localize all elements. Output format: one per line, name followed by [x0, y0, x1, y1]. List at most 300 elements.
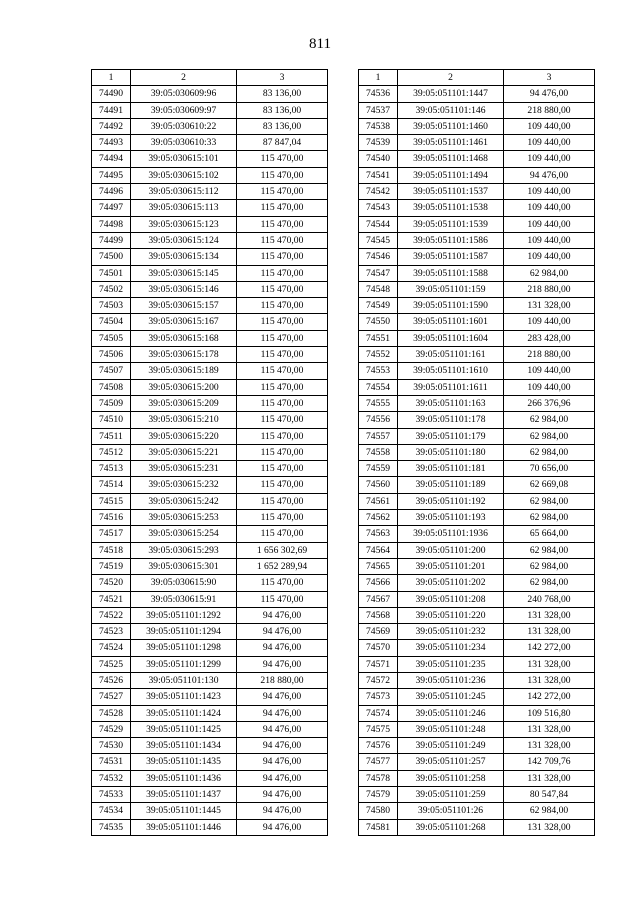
row-number-cell: 74512: [92, 444, 131, 460]
value-cell: 109 440,00: [504, 118, 595, 134]
table-row: [92, 395, 328, 411]
row-number-cell: 74562: [359, 510, 398, 526]
value-cell: 266 376,96: [504, 395, 595, 411]
row-number-cell: 74538: [359, 118, 398, 134]
table-row: [359, 151, 595, 167]
value-cell: 115 470,00: [237, 493, 328, 509]
table-row: [92, 118, 328, 134]
row-number-cell: 74510: [92, 412, 131, 428]
table-row: [359, 216, 595, 232]
cadastral-number-cell: 39:05:051101:181: [398, 461, 504, 477]
value-cell: 109 440,00: [504, 249, 595, 265]
row-number-cell: 74518: [92, 542, 131, 558]
table-row: [92, 510, 328, 526]
value-cell: 62 984,00: [504, 803, 595, 819]
row-number-cell: 74519: [92, 558, 131, 574]
header-row: [92, 70, 328, 86]
value-cell: 131 328,00: [504, 624, 595, 640]
table-row: [359, 281, 595, 297]
row-number-cell: 74511: [92, 428, 131, 444]
cadastral-number-cell: 39:05:051101:234: [398, 640, 504, 656]
value-cell: 80 547,84: [504, 787, 595, 803]
cadastral-number-cell: 39:05:051101:1292: [131, 607, 237, 623]
value-cell: 131 328,00: [504, 607, 595, 623]
table-row: [359, 510, 595, 526]
row-number-cell: 74533: [92, 787, 131, 803]
value-cell: 83 136,00: [237, 102, 328, 118]
row-number-cell: 74522: [92, 607, 131, 623]
table-row: [359, 477, 595, 493]
value-cell: 131 328,00: [504, 298, 595, 314]
cadastral-number-cell: 39:05:030615:112: [131, 184, 237, 200]
cadastral-number-cell: 39:05:051101:258: [398, 770, 504, 786]
value-cell: 109 440,00: [504, 184, 595, 200]
table-row: [92, 477, 328, 493]
value-cell: 94 476,00: [237, 640, 328, 656]
cadastral-number-cell: 39:05:030615:231: [131, 461, 237, 477]
row-number-cell: 74523: [92, 624, 131, 640]
value-cell: 131 328,00: [504, 721, 595, 737]
table-row: [92, 656, 328, 672]
cadastral-number-cell: 39:05:030610:22: [131, 118, 237, 134]
cadastral-number-cell: 39:05:051101:1936: [398, 526, 504, 542]
table-row: [92, 754, 328, 770]
value-cell: 94 476,00: [237, 803, 328, 819]
row-number-cell: 74546: [359, 249, 398, 265]
table-row: [359, 428, 595, 444]
table-row: [92, 558, 328, 574]
row-number-cell: 74577: [359, 754, 398, 770]
cadastral-number-cell: 39:05:051101:1425: [131, 721, 237, 737]
cadastral-number-cell: 39:05:030615:221: [131, 444, 237, 460]
value-cell: 87 847,04: [237, 135, 328, 151]
row-number-cell: 74532: [92, 770, 131, 786]
table-row: [359, 493, 595, 509]
row-number-cell: 74557: [359, 428, 398, 444]
row-number-cell: 74531: [92, 754, 131, 770]
row-number-cell: 74572: [359, 672, 398, 688]
table-row: [359, 86, 595, 102]
table-row: [359, 770, 595, 786]
table-row: [92, 216, 328, 232]
cadastral-number-cell: 39:05:030609:97: [131, 102, 237, 118]
table-row: [92, 298, 328, 314]
row-number-cell: 74545: [359, 232, 398, 248]
table-row: [359, 624, 595, 640]
row-number-cell: 74495: [92, 167, 131, 183]
value-cell: 94 476,00: [237, 624, 328, 640]
cadastral-number-cell: 39:05:051101:1604: [398, 330, 504, 346]
row-number-cell: 74492: [92, 118, 131, 134]
cadastral-number-cell: 39:05:051101:192: [398, 493, 504, 509]
table-row: [92, 689, 328, 705]
value-cell: 94 476,00: [237, 819, 328, 835]
row-number-cell: 74529: [92, 721, 131, 737]
cadastral-number-cell: 39:05:051101:245: [398, 689, 504, 705]
table-row: [359, 184, 595, 200]
cadastral-number-cell: 39:05:030615:101: [131, 151, 237, 167]
value-cell: 115 470,00: [237, 510, 328, 526]
cadastral-number-cell: 39:05:051101:1434: [131, 738, 237, 754]
value-cell: 109 440,00: [504, 151, 595, 167]
row-number-cell: 74554: [359, 379, 398, 395]
table-row: [92, 624, 328, 640]
value-cell: 1 656 302,69: [237, 542, 328, 558]
value-cell: 109 440,00: [504, 363, 595, 379]
table-row: [359, 819, 595, 835]
row-number-cell: 74558: [359, 444, 398, 460]
table-row: [92, 249, 328, 265]
table-row: [359, 542, 595, 558]
row-number-cell: 74549: [359, 298, 398, 314]
cadastral-number-cell: 39:05:051101:1460: [398, 118, 504, 134]
cadastral-number-cell: 39:05:030615:301: [131, 558, 237, 574]
table-row: [92, 330, 328, 346]
row-number-cell: 74508: [92, 379, 131, 395]
table-row: [92, 770, 328, 786]
cadastral-number-cell: 39:05:051101:1468: [398, 151, 504, 167]
value-cell: 131 328,00: [504, 738, 595, 754]
table-row: [92, 265, 328, 281]
table-row: [359, 607, 595, 623]
value-cell: 62 984,00: [504, 265, 595, 281]
row-number-cell: 74530: [92, 738, 131, 754]
cadastral-number-cell: 39:05:030615:124: [131, 232, 237, 248]
table-row: [92, 314, 328, 330]
value-cell: 1 652 289,94: [237, 558, 328, 574]
table-row: [359, 754, 595, 770]
value-cell: 70 656,00: [504, 461, 595, 477]
value-cell: 62 984,00: [504, 493, 595, 509]
value-cell: 94 476,00: [237, 721, 328, 737]
cadastral-number-cell: 39:05:051101:1461: [398, 135, 504, 151]
cadastral-number-cell: 39:05:051101:1299: [131, 656, 237, 672]
row-number-cell: 74574: [359, 705, 398, 721]
row-number-cell: 74556: [359, 412, 398, 428]
value-cell: 115 470,00: [237, 151, 328, 167]
row-number-cell: 74534: [92, 803, 131, 819]
table-row: [92, 672, 328, 688]
cadastral-number-cell: 39:05:030615:253: [131, 510, 237, 526]
table-row: [359, 200, 595, 216]
cadastral-number-cell: 39:05:051101:1437: [131, 787, 237, 803]
row-number-cell: 74581: [359, 819, 398, 835]
table-row: [92, 135, 328, 151]
row-number-cell: 74570: [359, 640, 398, 656]
cadastral-number-cell: 39:05:051101:202: [398, 575, 504, 591]
row-number-cell: 74496: [92, 184, 131, 200]
value-cell: 115 470,00: [237, 314, 328, 330]
cadastral-number-cell: 39:05:051101:235: [398, 656, 504, 672]
cadastral-number-cell: 39:05:051101:1586: [398, 232, 504, 248]
row-number-cell: 74498: [92, 216, 131, 232]
value-cell: 62 669,08: [504, 477, 595, 493]
cadastral-number-cell: 39:05:030615:90: [131, 575, 237, 591]
cadastral-number-cell: 39:05:051101:259: [398, 787, 504, 803]
cadastral-number-cell: 39:05:030615:200: [131, 379, 237, 395]
value-cell: 94 476,00: [237, 689, 328, 705]
cadastral-number-cell: 39:05:051101:163: [398, 395, 504, 411]
value-cell: 115 470,00: [237, 232, 328, 248]
value-cell: 94 476,00: [504, 167, 595, 183]
row-number-cell: 74560: [359, 477, 398, 493]
table-row: [92, 493, 328, 509]
table-row: [92, 803, 328, 819]
row-number-cell: 74493: [92, 135, 131, 151]
cadastral-number-cell: 39:05:051101:189: [398, 477, 504, 493]
value-cell: 115 470,00: [237, 363, 328, 379]
value-cell: 115 470,00: [237, 249, 328, 265]
table-row: [92, 102, 328, 118]
cadastral-number-cell: 39:05:051101:220: [398, 607, 504, 623]
value-cell: 94 476,00: [237, 787, 328, 803]
row-number-cell: 74514: [92, 477, 131, 493]
cadastral-number-cell: 39:05:051101:257: [398, 754, 504, 770]
left-table-body: [92, 86, 328, 836]
row-number-cell: 74515: [92, 493, 131, 509]
table-row: [92, 640, 328, 656]
table-row: [92, 526, 328, 542]
cadastral-number-cell: 39:05:030615:168: [131, 330, 237, 346]
cadastral-number-cell: 39:05:051101:1588: [398, 265, 504, 281]
row-number-cell: 74573: [359, 689, 398, 705]
cadastral-number-cell: 39:05:051101:179: [398, 428, 504, 444]
cadastral-number-cell: 39:05:030615:232: [131, 477, 237, 493]
cadastral-number-cell: 39:05:051101:1587: [398, 249, 504, 265]
value-cell: 218 880,00: [504, 281, 595, 297]
cadastral-number-cell: 39:05:051101:249: [398, 738, 504, 754]
row-number-cell: 74568: [359, 607, 398, 623]
value-cell: 115 470,00: [237, 395, 328, 411]
value-cell: 62 984,00: [504, 575, 595, 591]
row-number-cell: 74550: [359, 314, 398, 330]
table-row: [92, 347, 328, 363]
cadastral-number-cell: 39:05:051101:200: [398, 542, 504, 558]
cadastral-number-cell: 39:05:051101:1447: [398, 86, 504, 102]
table-row: [92, 444, 328, 460]
column-header-2: 2: [131, 70, 237, 86]
table-row: [92, 363, 328, 379]
row-number-cell: 74497: [92, 200, 131, 216]
value-cell: 115 470,00: [237, 461, 328, 477]
cadastral-number-cell: 39:05:051101:1494: [398, 167, 504, 183]
row-number-cell: 74517: [92, 526, 131, 542]
table-row: [92, 787, 328, 803]
table-row: [92, 591, 328, 607]
value-cell: 218 880,00: [504, 102, 595, 118]
value-cell: 109 440,00: [504, 314, 595, 330]
value-cell: 115 470,00: [237, 477, 328, 493]
table-row: [92, 379, 328, 395]
table-row: [92, 461, 328, 477]
row-number-cell: 74567: [359, 591, 398, 607]
value-cell: 142 709,76: [504, 754, 595, 770]
row-number-cell: 74578: [359, 770, 398, 786]
row-number-cell: 74520: [92, 575, 131, 591]
table-row: [359, 461, 595, 477]
table-row: [359, 689, 595, 705]
table-row: [359, 347, 595, 363]
row-number-cell: 74524: [92, 640, 131, 656]
table-row: [359, 314, 595, 330]
right-table-body: [359, 86, 595, 836]
cadastral-number-cell: 39:05:030615:102: [131, 167, 237, 183]
row-number-cell: 74506: [92, 347, 131, 363]
left-table: [91, 69, 328, 836]
cadastral-number-cell: 39:05:030615:145: [131, 265, 237, 281]
table-row: [359, 656, 595, 672]
row-number-cell: 74509: [92, 395, 131, 411]
table-row: [359, 412, 595, 428]
table-row: [359, 705, 595, 721]
table-row: [92, 575, 328, 591]
row-number-cell: 74547: [359, 265, 398, 281]
value-cell: 115 470,00: [237, 265, 328, 281]
table-row: [92, 542, 328, 558]
table-row: [92, 86, 328, 102]
row-number-cell: 74565: [359, 558, 398, 574]
value-cell: 115 470,00: [237, 330, 328, 346]
table-row: [92, 184, 328, 200]
row-number-cell: 74569: [359, 624, 398, 640]
table-row: [359, 395, 595, 411]
cadastral-number-cell: 39:05:051101:246: [398, 705, 504, 721]
row-number-cell: 74536: [359, 86, 398, 102]
row-number-cell: 74544: [359, 216, 398, 232]
row-number-cell: 74505: [92, 330, 131, 346]
row-number-cell: 74525: [92, 656, 131, 672]
row-number-cell: 74576: [359, 738, 398, 754]
cadastral-number-cell: 39:05:051101:232: [398, 624, 504, 640]
cadastral-number-cell: 39:05:051101:208: [398, 591, 504, 607]
cadastral-number-cell: 39:05:051101:1539: [398, 216, 504, 232]
cadastral-number-cell: 39:05:051101:161: [398, 347, 504, 363]
cadastral-number-cell: 39:05:051101:1436: [131, 770, 237, 786]
value-cell: 83 136,00: [237, 86, 328, 102]
value-cell: 218 880,00: [504, 347, 595, 363]
row-number-cell: 74553: [359, 363, 398, 379]
table-row: [359, 167, 595, 183]
column-header-3: 3: [504, 70, 595, 86]
header-row: [359, 70, 595, 86]
row-number-cell: 74552: [359, 347, 398, 363]
value-cell: 94 476,00: [237, 754, 328, 770]
row-number-cell: 74501: [92, 265, 131, 281]
cadastral-number-cell: 39:05:051101:1537: [398, 184, 504, 200]
cadastral-number-cell: 39:05:051101:1538: [398, 200, 504, 216]
row-number-cell: 74548: [359, 281, 398, 297]
table-row: [359, 558, 595, 574]
row-number-cell: 74535: [92, 819, 131, 835]
value-cell: 131 328,00: [504, 672, 595, 688]
table-row: [359, 249, 595, 265]
row-number-cell: 74499: [92, 232, 131, 248]
table-row: [92, 167, 328, 183]
value-cell: 115 470,00: [237, 184, 328, 200]
value-cell: 115 470,00: [237, 428, 328, 444]
table-row: [359, 330, 595, 346]
page-number: 811: [309, 36, 331, 52]
value-cell: 115 470,00: [237, 167, 328, 183]
value-cell: 115 470,00: [237, 298, 328, 314]
table-row: [359, 640, 595, 656]
cadastral-number-cell: 39:05:030610:33: [131, 135, 237, 151]
cadastral-number-cell: 39:05:051101:1423: [131, 689, 237, 705]
cadastral-number-cell: 39:05:051101:180: [398, 444, 504, 460]
value-cell: 131 328,00: [504, 770, 595, 786]
row-number-cell: 74502: [92, 281, 131, 297]
row-number-cell: 74559: [359, 461, 398, 477]
cadastral-number-cell: 39:05:051101:26: [398, 803, 504, 819]
value-cell: 115 470,00: [237, 591, 328, 607]
row-number-cell: 74526: [92, 672, 131, 688]
table-row: [359, 444, 595, 460]
cadastral-number-cell: 39:05:030615:91: [131, 591, 237, 607]
table-row: [359, 265, 595, 281]
value-cell: 94 476,00: [237, 656, 328, 672]
table-row: [359, 787, 595, 803]
cadastral-number-cell: 39:05:051101:1445: [131, 803, 237, 819]
cadastral-number-cell: 39:05:051101:159: [398, 281, 504, 297]
cadastral-number-cell: 39:05:030615:189: [131, 363, 237, 379]
value-cell: 83 136,00: [237, 118, 328, 134]
cadastral-number-cell: 39:05:051101:268: [398, 819, 504, 835]
value-cell: 109 440,00: [504, 200, 595, 216]
value-cell: 115 470,00: [237, 575, 328, 591]
value-cell: 115 470,00: [237, 412, 328, 428]
value-cell: 142 272,00: [504, 640, 595, 656]
row-number-cell: 74491: [92, 102, 131, 118]
value-cell: 283 428,00: [504, 330, 595, 346]
table-row: [92, 200, 328, 216]
value-cell: 115 470,00: [237, 216, 328, 232]
value-cell: 109 516,80: [504, 705, 595, 721]
row-number-cell: 74513: [92, 461, 131, 477]
cadastral-number-cell: 39:05:030615:242: [131, 493, 237, 509]
cadastral-number-cell: 39:05:051101:1298: [131, 640, 237, 656]
value-cell: 115 470,00: [237, 526, 328, 542]
value-cell: 62 984,00: [504, 444, 595, 460]
cadastral-number-cell: 39:05:030615:146: [131, 281, 237, 297]
row-number-cell: 74503: [92, 298, 131, 314]
value-cell: 115 470,00: [237, 347, 328, 363]
right-table: [358, 69, 595, 836]
row-number-cell: 74521: [92, 591, 131, 607]
row-number-cell: 74500: [92, 249, 131, 265]
row-number-cell: 74504: [92, 314, 131, 330]
cadastral-number-cell: 39:05:030615:178: [131, 347, 237, 363]
table-row: [359, 102, 595, 118]
cadastral-number-cell: 39:05:030615:293: [131, 542, 237, 558]
table-row: [92, 412, 328, 428]
table-row: [359, 379, 595, 395]
table-row: [359, 738, 595, 754]
value-cell: 109 440,00: [504, 232, 595, 248]
row-number-cell: 74494: [92, 151, 131, 167]
column-header-1: 1: [92, 70, 131, 86]
table-row: [359, 363, 595, 379]
row-number-cell: 74542: [359, 184, 398, 200]
row-number-cell: 74541: [359, 167, 398, 183]
value-cell: 62 984,00: [504, 412, 595, 428]
cadastral-number-cell: 39:05:051101:1294: [131, 624, 237, 640]
cadastral-number-cell: 39:05:051101:1590: [398, 298, 504, 314]
value-cell: 218 880,00: [237, 672, 328, 688]
value-cell: 142 272,00: [504, 689, 595, 705]
value-cell: 94 476,00: [237, 770, 328, 786]
table-row: [92, 232, 328, 248]
cadastral-number-cell: 39:05:051101:1446: [131, 819, 237, 835]
